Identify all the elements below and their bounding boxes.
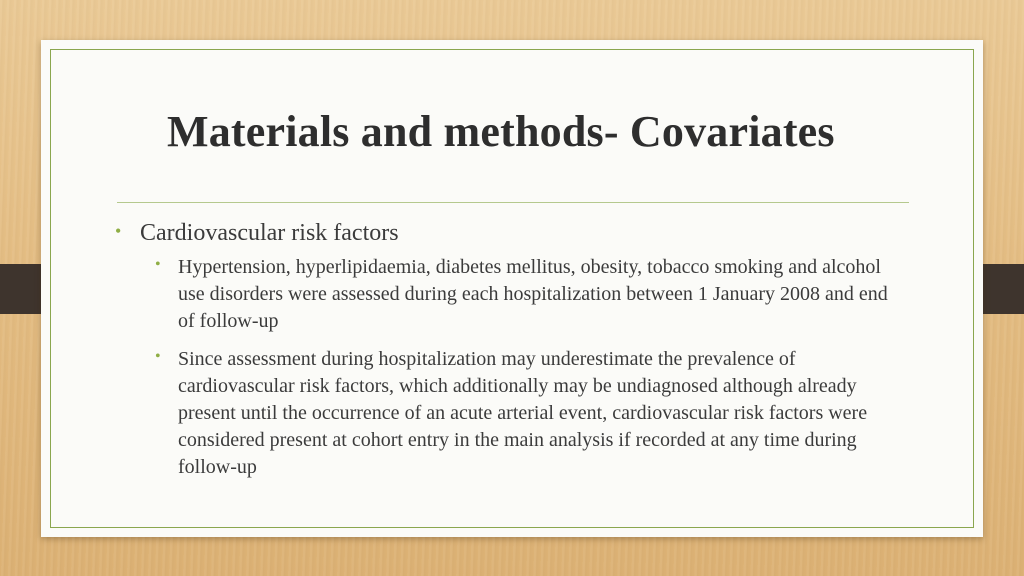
bullet-text: Hypertension, hyperlipidaemia, diabetes mellitus, obesity, tobacco smoking and alcohol use disorders were assessed during each hospitalization between 1 January 2008 and end of follow-up <box>178 256 888 332</box>
bullet-text: Cardiovascular risk factors <box>140 220 399 246</box>
slide-title: Materials and methods- Covariates <box>167 107 835 156</box>
bullet-icon: • <box>155 256 161 273</box>
bullet-level1 <box>113 218 893 248</box>
bullet-level2 <box>113 254 893 335</box>
bullet-icon: • <box>155 348 161 365</box>
slide-card <box>41 40 983 537</box>
bullet-level2 <box>113 346 893 481</box>
bullet-text: Since assessment during hospitalization may underestimate the prevalence of cardiovascular risk factors, which additionally may be undiagnosed although already present until the occurrence of an acute arterial event, cardiovascular risk factors were considered present at cohort entry in the main analysis if recorded at any time during follow-up <box>178 348 868 478</box>
slide-content <box>113 218 893 492</box>
bullet-icon: • <box>115 221 122 241</box>
title-divider <box>117 202 909 203</box>
